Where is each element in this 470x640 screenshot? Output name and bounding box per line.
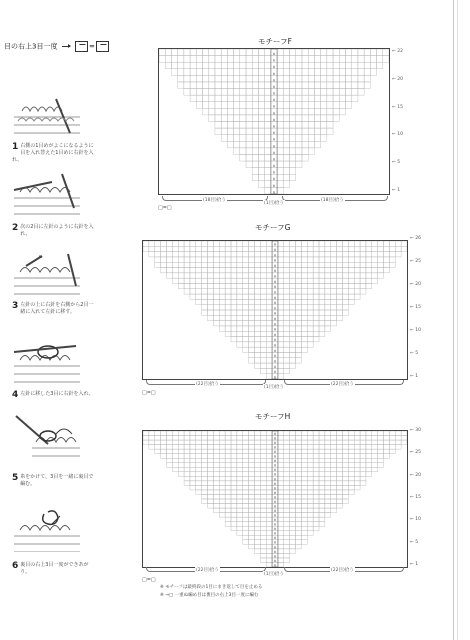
- svg-text:∧: ∧: [273, 449, 277, 455]
- row-number-label: ← 5: [410, 539, 419, 545]
- svg-text:∧: ∧: [273, 485, 277, 491]
- step-2: [12, 224, 94, 238]
- svg-text:∧: ∧: [273, 369, 277, 375]
- chart-legend: □=□: [158, 205, 172, 211]
- step-text: 右側の1目めがよこになるように目を入れ替えた1目めに右針を入れ、: [12, 143, 94, 163]
- svg-text:∧: ∧: [273, 294, 277, 300]
- svg-text:∧: ∧: [273, 508, 277, 513]
- row-number-label: ← 25: [410, 450, 421, 456]
- svg-text:∧: ∧: [272, 143, 276, 149]
- left-span-label: (22目)拾う: [196, 568, 219, 573]
- step-number: 1: [12, 142, 19, 152]
- svg-text:∧: ∧: [273, 316, 277, 322]
- chart-legend: □=□: [142, 577, 156, 583]
- center-span-label: (1目)拾う: [264, 201, 284, 206]
- svg-text:∧: ∧: [273, 252, 277, 258]
- step-3: [12, 302, 94, 316]
- svg-text:∧: ∧: [273, 440, 277, 445]
- row-number-label: ← 15: [410, 305, 421, 310]
- svg-text:∧: ∧: [272, 156, 276, 162]
- svg-text:∧: ∧: [272, 110, 276, 116]
- right-span-label: (22目)拾う: [331, 568, 354, 573]
- row-number-label: ← 10: [410, 517, 421, 523]
- step-number: 6: [12, 561, 19, 571]
- chart-title: モチーフG: [255, 223, 291, 232]
- decrease-symbol-icon: [96, 41, 109, 52]
- svg-text:∧: ∧: [272, 70, 276, 76]
- grid-lines: [143, 431, 407, 567]
- svg-text:∧: ∧: [273, 262, 277, 268]
- svg-text:∧: ∧: [273, 278, 277, 284]
- svg-text:∧: ∧: [273, 331, 277, 337]
- left-span-label: (18目)拾う: [203, 198, 226, 203]
- svg-text:∧: ∧: [273, 444, 277, 450]
- svg-text:∧: ∧: [273, 526, 277, 532]
- row-number-label: ← 15: [410, 495, 421, 500]
- step-1-illustration: [12, 95, 82, 141]
- svg-text:∧: ∧: [273, 458, 277, 464]
- svg-text:∧: ∧: [273, 300, 277, 306]
- svg-text:∧: ∧: [273, 521, 277, 527]
- footnote: ※ →□ 一重ぬ編め目は裏目の右上3目一度に編む: [160, 593, 259, 598]
- svg-text:∧: ∧: [273, 562, 277, 567]
- footnote: ※ モチーフは最終段の1目にまき返して目を止める: [160, 585, 263, 590]
- svg-text:∧: ∧: [272, 176, 276, 182]
- svg-text:∧: ∧: [273, 247, 277, 253]
- row-number-label: ← 30: [410, 428, 421, 433]
- svg-text:∧: ∧: [273, 548, 277, 554]
- step-text: 左針に移した3目に右針を入れ、: [20, 391, 94, 397]
- svg-text:∧: ∧: [272, 50, 276, 56]
- svg-text:∧: ∧: [273, 517, 277, 523]
- step-text: 糸をかけて、3目を一緒に裏目で編む。: [20, 474, 94, 487]
- right-span-label: (18目)拾う: [321, 198, 344, 203]
- svg-text:∧: ∧: [273, 471, 277, 477]
- step-3-illustration: [12, 252, 82, 298]
- svg-text:∧: ∧: [273, 321, 277, 327]
- row-number-label: ← 20: [410, 472, 421, 478]
- step-4: [12, 391, 94, 400]
- svg-text:∧: ∧: [273, 489, 277, 495]
- svg-text:∧: ∧: [272, 116, 276, 122]
- svg-text:∧: ∧: [273, 284, 277, 290]
- step-6: [12, 562, 94, 576]
- svg-text:∧: ∧: [273, 480, 277, 486]
- row-number-label: ← 5: [410, 351, 419, 356]
- svg-text:∧: ∧: [273, 353, 277, 359]
- svg-text:∧: ∧: [273, 347, 277, 353]
- svg-text:∧: ∧: [273, 289, 277, 295]
- svg-text:∧: ∧: [273, 476, 277, 482]
- row-number-label: ← 20: [410, 282, 421, 287]
- center-span-label: (1目)拾う: [264, 572, 284, 577]
- arrow-icon: [62, 46, 70, 47]
- chart-legend: □=□: [142, 390, 156, 396]
- stitch-chart-f: [158, 48, 390, 195]
- step-number: 4: [12, 390, 19, 400]
- step-text: 左針の上に右針を右側から2目一緒に入れて左針に移す。: [20, 302, 94, 315]
- grid-lines: [143, 241, 407, 379]
- chart-title: モチーフH: [255, 412, 291, 421]
- svg-text:∧: ∧: [272, 136, 276, 142]
- svg-text:∧: ∧: [272, 97, 276, 103]
- svg-text:∧: ∧: [273, 374, 277, 379]
- svg-text:∧: ∧: [273, 544, 277, 550]
- technique-title-text: 目の右上3目一度: [4, 42, 58, 51]
- svg-text:∧: ∧: [273, 268, 277, 274]
- svg-text:∧: ∧: [272, 83, 276, 89]
- row-number-label: ← 22: [392, 49, 403, 54]
- svg-text:∧: ∧: [273, 241, 277, 247]
- svg-text:∧: ∧: [273, 553, 277, 559]
- step-5-illustration: [12, 414, 82, 460]
- svg-text:∧: ∧: [272, 169, 276, 175]
- row-number-label: ← 1: [410, 562, 419, 567]
- step-text: 裏目の右上3目一度ができあがり。: [20, 562, 89, 575]
- svg-text:∧: ∧: [273, 326, 277, 332]
- svg-text:∧: ∧: [273, 342, 277, 348]
- svg-text:∧: ∧: [273, 363, 277, 369]
- step-number: 3: [12, 301, 19, 311]
- step-5: [12, 474, 94, 488]
- step-4-illustration: [12, 338, 82, 384]
- svg-text:∧: ∧: [272, 77, 276, 83]
- left-span-label: (22目)拾う: [196, 382, 219, 387]
- svg-text:∧: ∧: [273, 435, 277, 441]
- svg-text:∧: ∧: [273, 503, 277, 509]
- svg-text:∧: ∧: [273, 512, 277, 518]
- svg-text:∧: ∧: [273, 530, 277, 536]
- decrease-symbol-icon: [75, 41, 88, 52]
- svg-text:∧: ∧: [272, 182, 276, 188]
- svg-text:∧: ∧: [272, 64, 276, 70]
- step-number: 2: [12, 223, 19, 233]
- step-6-illustration: [12, 506, 82, 552]
- svg-text:∧: ∧: [273, 498, 277, 504]
- svg-text:∧: ∧: [273, 431, 277, 436]
- svg-text:∧: ∧: [272, 123, 276, 129]
- svg-text:∧: ∧: [273, 535, 277, 541]
- svg-text:∧: ∧: [272, 189, 276, 194]
- row-number-label: ← 25: [410, 259, 421, 264]
- grid-lines: [159, 49, 389, 194]
- svg-text:∧: ∧: [272, 130, 276, 136]
- svg-text:∧: ∧: [273, 494, 277, 500]
- step-2-illustration: [12, 172, 82, 218]
- svg-text:∧: ∧: [273, 453, 277, 459]
- step-number: 5: [12, 473, 19, 483]
- svg-text:∧: ∧: [273, 257, 277, 263]
- svg-text:∧: ∧: [273, 273, 277, 279]
- row-number-label: ← 20: [392, 76, 403, 82]
- svg-text:∧: ∧: [273, 310, 277, 316]
- row-number-label: ← 10: [392, 132, 403, 138]
- row-number-label: ← 26: [410, 236, 421, 241]
- center-span-label: (1目)拾う: [264, 385, 284, 390]
- svg-text:∧: ∧: [272, 149, 276, 155]
- row-number-label: ← 1: [392, 188, 401, 193]
- chart-title: モチーフF: [258, 37, 292, 46]
- stitch-chart-h: [142, 430, 408, 568]
- svg-text:∧: ∧: [272, 103, 276, 109]
- row-number-label: ← 15: [392, 104, 403, 110]
- step-text: 次の2目に左針のように右針を入れ、: [20, 224, 94, 237]
- step-1: [12, 143, 94, 164]
- row-number-label: ← 5: [392, 160, 401, 166]
- row-number-label: ← 1: [410, 374, 419, 379]
- right-span-label: (22目)拾う: [331, 382, 354, 387]
- svg-text:∧: ∧: [273, 358, 277, 364]
- svg-text:∧: ∧: [273, 305, 277, 311]
- page-spine: [453, 0, 454, 640]
- svg-text:∧: ∧: [273, 557, 277, 563]
- svg-text:∧: ∧: [273, 539, 277, 545]
- technique-title: 目の右上3目一度 =: [4, 41, 110, 52]
- stitch-chart-g: [142, 240, 408, 380]
- page-spine-shadow: [457, 0, 458, 640]
- row-number-label: ← 10: [410, 328, 421, 333]
- svg-text:∧: ∧: [273, 462, 277, 468]
- svg-text:∧: ∧: [272, 57, 276, 63]
- svg-text:∧: ∧: [272, 90, 276, 96]
- svg-text:∧: ∧: [272, 163, 276, 169]
- svg-text:∧: ∧: [273, 467, 277, 473]
- svg-text:∧: ∧: [273, 337, 277, 343]
